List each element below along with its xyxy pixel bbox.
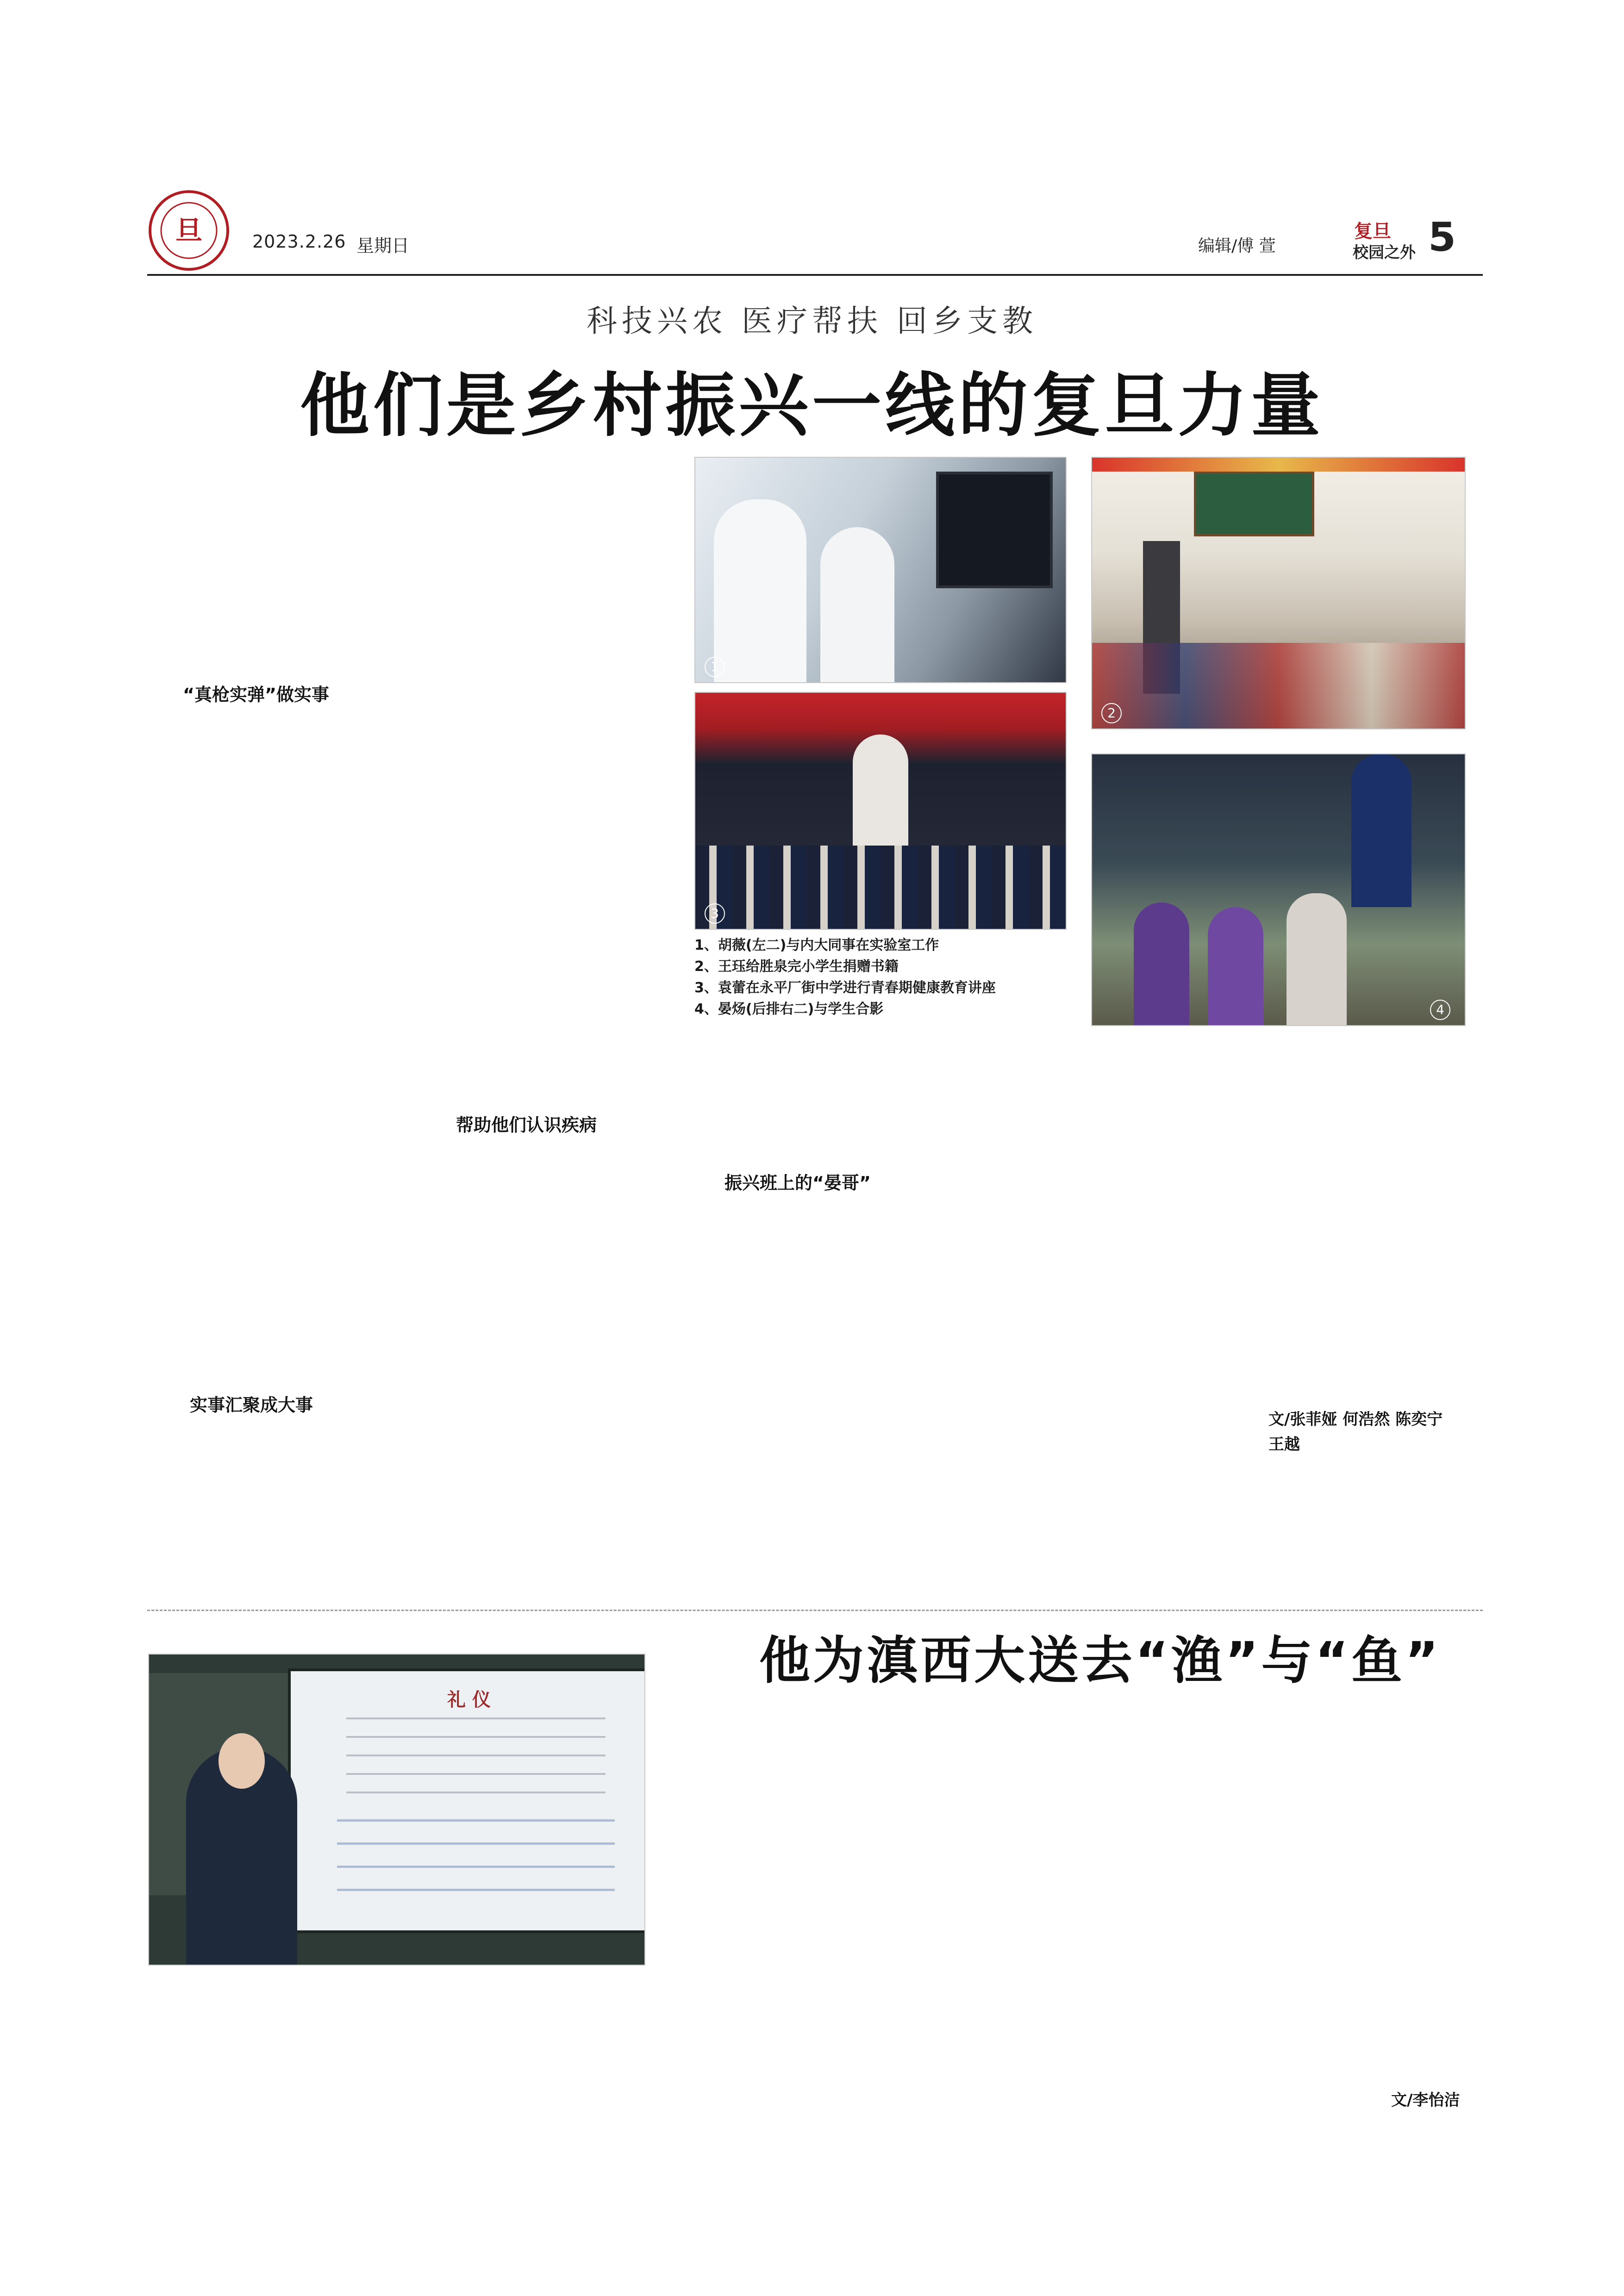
story1-subhead-2: 实事汇聚成大事 — [190, 1395, 313, 1415]
editor-credit: 编辑/傅 萱 — [1198, 236, 1276, 255]
story2-column-1 — [172, 1972, 390, 2120]
story2-column-2 — [419, 1972, 646, 2120]
photo-book-donation-classroom — [1091, 457, 1466, 729]
story2-headline: 他为滇西大送去“渔”与“鱼” — [759, 1631, 1442, 1690]
photo-number-2: 2 — [1101, 703, 1122, 723]
story1-byline: 文/张菲娅 何浩然 陈奕宁 王越 — [1268, 1410, 1443, 1454]
caption-1: 1、胡薇(左二)与内大同事在实验室工作 — [694, 937, 939, 953]
story2-column-3 — [692, 1654, 940, 2121]
story-headline: 他们是乡村振兴一线的复旦力量 — [300, 366, 1324, 446]
story2-column-5 — [1231, 1654, 1463, 2070]
photo-health-lecture — [694, 692, 1067, 930]
paper-name: 复旦 — [1354, 220, 1391, 242]
story1-subhead-1: “真枪实弹”做实事 — [183, 684, 329, 705]
story1-column-4 — [963, 1030, 1204, 1585]
story2-column-4 — [963, 1654, 1204, 2121]
issue-date: 2023.2.26 — [252, 231, 346, 252]
issue-weekday: 星期日 — [356, 236, 410, 256]
caption-2: 2、王珏给胜泉完小学生捐赠书籍 — [694, 958, 899, 975]
story1-column-3 — [692, 1030, 940, 1585]
story1-column-2 — [419, 451, 646, 1585]
story1-column-5 — [1231, 1030, 1463, 1400]
story2-byline: 文/李怡洁 — [1391, 2091, 1460, 2109]
photo-teacher-lecturing — [148, 1654, 645, 1966]
section-name: 校园之外 — [1353, 243, 1416, 262]
photo-students-group — [1091, 753, 1466, 1026]
story1-subhead-3: 帮助他们认识疾病 — [456, 1115, 597, 1135]
header-rule — [147, 274, 1483, 276]
caption-4: 4、晏炀(后排右二)与学生合影 — [694, 1001, 884, 1017]
slide-title: 礼 仪 — [447, 1689, 491, 1711]
story-kicker: 科技兴农 医疗帮扶 回乡支教 — [587, 303, 1037, 339]
photo-number-3: 3 — [705, 903, 725, 924]
lecture-banner — [714, 701, 1047, 722]
photo-number-1: 1 — [705, 657, 725, 677]
story1-subhead-4: 振兴班上的“晏哥” — [725, 1173, 871, 1193]
fudan-university-logo — [147, 189, 231, 272]
photo-lab-researchers — [694, 457, 1067, 683]
photo-captions — [694, 935, 996, 1020]
story-divider — [147, 1610, 1483, 1612]
svg-text:旦: 旦 — [175, 215, 203, 246]
caption-3: 3、袁蕾在永平厂街中学进行青春期健康教育讲座 — [694, 980, 996, 996]
page-number: 5 — [1428, 214, 1456, 261]
photo-number-4: 4 — [1430, 1000, 1450, 1020]
